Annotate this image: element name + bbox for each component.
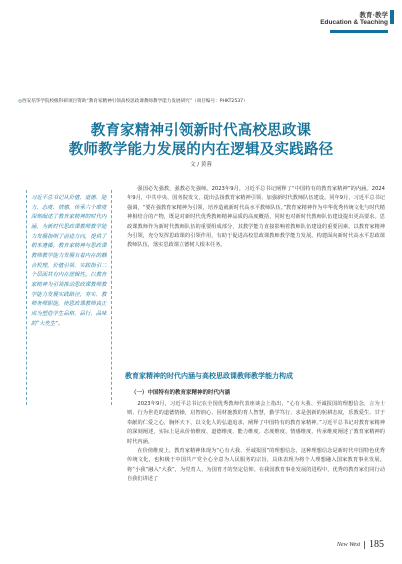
page-footer xyxy=(337,539,384,550)
section-heading: 教育家精神的时代内涵与高校思政课教师教学能力构成 xyxy=(125,372,293,380)
page-header xyxy=(320,10,388,26)
funding-text: 西安培华学院校级科研项目资助“教育家精神引领高校思政课教师教学能力发展研究”（项目编号：PHKT2537） xyxy=(22,99,248,104)
section-label-en: Education & Teaching xyxy=(320,19,388,26)
abstract-text: 习近平总书记从价值、道德、能力、态度、情感、传承六个维度深刻阐述了教育家精神的时代内涵，为新时代思政课教师教学能力发展指明了前进方向，提供了根本遵循。教育家精神与思政课教师教学能力发展有着内在的耦合机理，价值引领、实践指引二个层面共有内在逻辑性。以教育家精神为引领推动思政课教师教学能力发展实践路径，夯实、教师务师职能，使思政课教师真正成为塑造学生品格、品行、品味的“大先生”。 xyxy=(31,195,107,327)
section-paragraph-2: 在价值维度上，教育家精神体现为“心有大我、至诚报国”的理想信念，这种理想信念是新时代中国特色优秀传统文化，也积极于中国共产党全心全意为人民服务的宗旨，具体表现为将个人理想融入国家教育事业发展。将“小我”融入“大我”，为党育人、为国育才的坚定信仰。在我国教育事业发展的进程中，优秀的教育家们同行动自我们讲述了 xyxy=(127,448,385,483)
section-label-cn: 教育·教学 xyxy=(359,11,388,19)
intro-body xyxy=(127,185,385,375)
journal-name: New West xyxy=(336,541,361,548)
article-author: 文 / 黄蓉 xyxy=(190,162,212,168)
footer-divider xyxy=(364,541,365,549)
article-title-line-1: 教育家精神引领新时代高校思政课 xyxy=(90,123,312,139)
subsection-heading: （一）中国特有的教育家精神的时代内涵 xyxy=(131,390,231,396)
page-number: 185 xyxy=(369,539,384,550)
funding-note xyxy=(18,98,390,104)
header-marker xyxy=(390,10,394,24)
section-paragraph-1: 2023年9月，习近平总书记在全国优秀教师代表座谈会上指出，“心有大我、至诚报国的理想信念，言为士则、行为世范的道德情操，启智润心、因材施教的育人智慧，勤学笃行、求是创新的躬耕态度，乐教爱生、甘于奉献的仁爱之心，胸怀天下、以文化人的弘道追求，阐释了中国特有的教育家精神。”习近平总书记对教育家精神的深刻阐述，实际上是从价值维度、道德维度、能力维度、态度维度、情感维度、传承维度阐述了教育家精神的时代内涵。 xyxy=(127,401,385,445)
abstract-box xyxy=(26,190,112,405)
header-bar xyxy=(330,30,388,33)
section-body xyxy=(127,400,385,542)
intro-paragraph: 强国必先强教，强教必先强师。2023年9月，习近平总书记阐释了“中国特有的教育家精神”的内涵。2024年9月，中共中央、国务院发文，提出弘扬教育家精神引领、加强新时代教师队伍建设。同年9月，习近平总书记强调，“要在强教育家精神为引领，培养造就新时代高水平教师队伍。”教育家精神作为中华优秀传统文化与时代精神相结合的产物，既是对新时代优秀教师精神品质的高度概括，同时也对新时代教师队伍建设提出更高要求。思政课教师作为新时代教师队伍的重要组成部分，其教学能力直接影响着教师队伍建设的重要因素。以教育家精神为引领，充分发挥思政课的引领作用，有助于促进高校思政课教师教学能力发展。构建面向新时代高水平思政课教师队伍，落实思政课立德树人根本任务。 xyxy=(127,186,385,249)
article-title-line-2: 教师教学能力发展的内在逻辑及实践路径 xyxy=(68,142,334,158)
funding-bullet-icon: ◎ xyxy=(18,99,23,104)
